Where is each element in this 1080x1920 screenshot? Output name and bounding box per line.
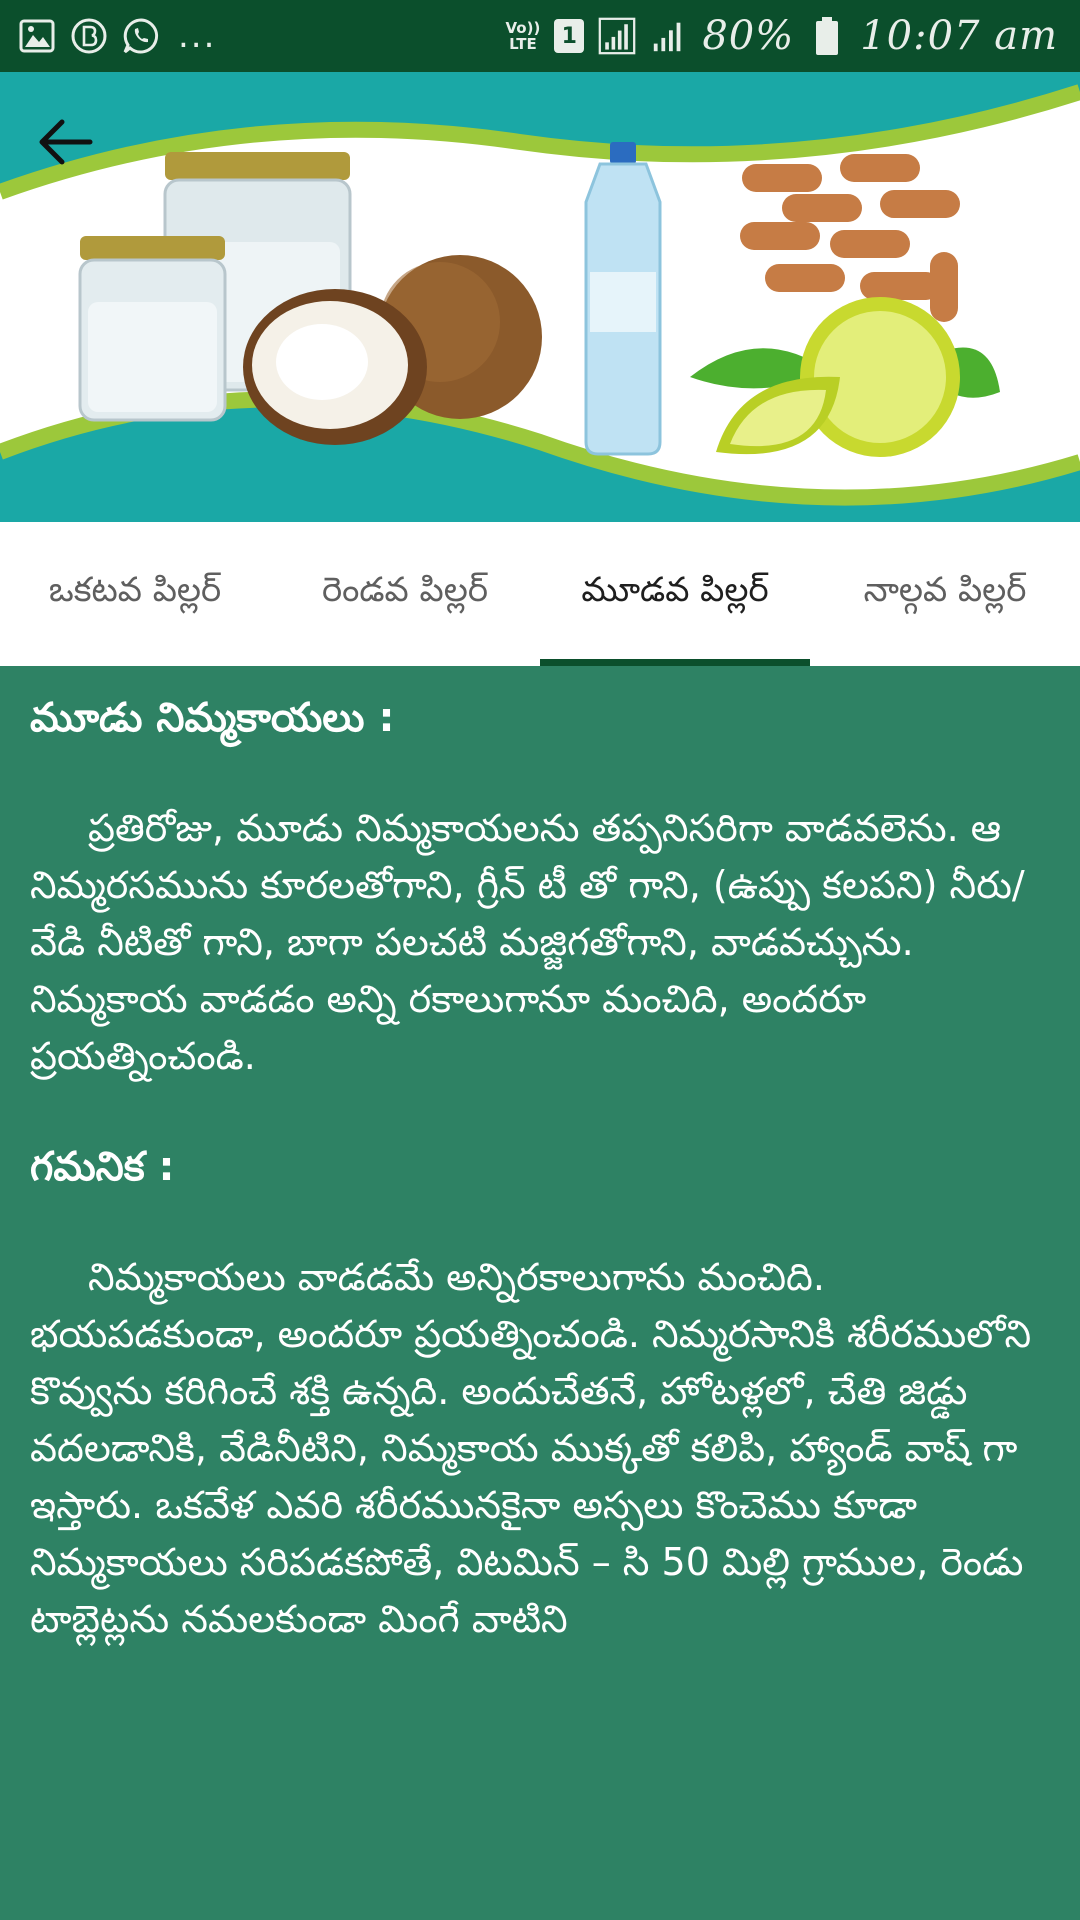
signal-boxed-icon — [598, 17, 636, 55]
tab-bar — [0, 522, 1080, 666]
battery-percent: 80% — [702, 13, 795, 59]
more-notifications: ... — [178, 16, 217, 56]
section-heading-note: గమనిక : — [30, 1144, 175, 1190]
gallery-icon — [18, 17, 56, 55]
paragraph-lemons: ప్రతిరోజు, మూడు నిమ్మకాయలను తప్పనిసరిగా వాడవలెను. ఆ నిమ్మరసమును కూరలతోగాని, గ్రీన్ టీ తో గాని, (ఉప్పు కలపని) నీరు/వేడి నీటితో గాని, బాగా పలచటి మజ్జిగతోగాని, వాడవచ్చును. నిమ్మకాయ వాడడం అన్ని రకాలుగానూ మంచిది, అందరూ ప్రయత్నించండి. — [30, 806, 1025, 1078]
banner-illustration — [0, 72, 1080, 522]
tab-pillar-1[interactable]: ఒకటవ పిల్లర్ — [48, 570, 222, 610]
section-heading-lemons: మూడు నిమ్మకాయలు : — [30, 695, 395, 741]
notification-icons — [18, 14, 216, 58]
tab-pillar-3[interactable]: మూడవ పిల్లర్ — [540, 522, 810, 666]
content-bottom-area — [0, 1760, 1080, 1920]
sim-badge: 1 — [554, 19, 584, 53]
header-banner — [0, 72, 1080, 522]
tab-pillar-2[interactable]: రెండవ పిల్లర్ — [322, 570, 488, 610]
back-button[interactable] — [30, 108, 102, 180]
b-app-icon — [70, 17, 108, 55]
status-bar — [0, 0, 1080, 72]
article-content[interactable] — [0, 666, 1080, 1920]
tab-pillar-4[interactable]: నాల్గవ పిల్లర్ — [863, 570, 1027, 610]
arrow-left-icon — [38, 117, 94, 171]
battery-icon — [808, 17, 846, 55]
volte-indicator: Vo)) LTE — [505, 19, 541, 53]
signal-icon — [650, 17, 688, 55]
system-indicators — [506, 12, 1058, 60]
clock: 10:07 am — [860, 13, 1058, 59]
whatsapp-icon — [122, 17, 160, 55]
paragraph-note: నిమ్మకాయలు వాడడమే అన్నిరకాలుగాను మంచిది. భయపడకుండా, అందరూ ప్రయత్నించండి. నిమ్మరసానికి శరీరములోని కొవ్వును కరిగించే శక్తి ఉన్నది. అందుచేతనే, హోటళ్లలో, చేతి జిడ్డు వదలడానికి, వేడినీటిని, నిమ్మకాయ ముక్కతో కలిపి, హ్యాండ్ వాష్ గా ఇస్తారు. ఒకవేళ ఎవరి శరీరమునకైనా అస్సలు కొంచెము కూడా నిమ్మకాయలు సరిపడకపోతే, విటమిన్ – సి 50 మిల్లి గ్రాముల, రెండు టాబ్లెట్లను నమలకుండా మింగే వాటిని — [30, 1255, 1032, 1641]
